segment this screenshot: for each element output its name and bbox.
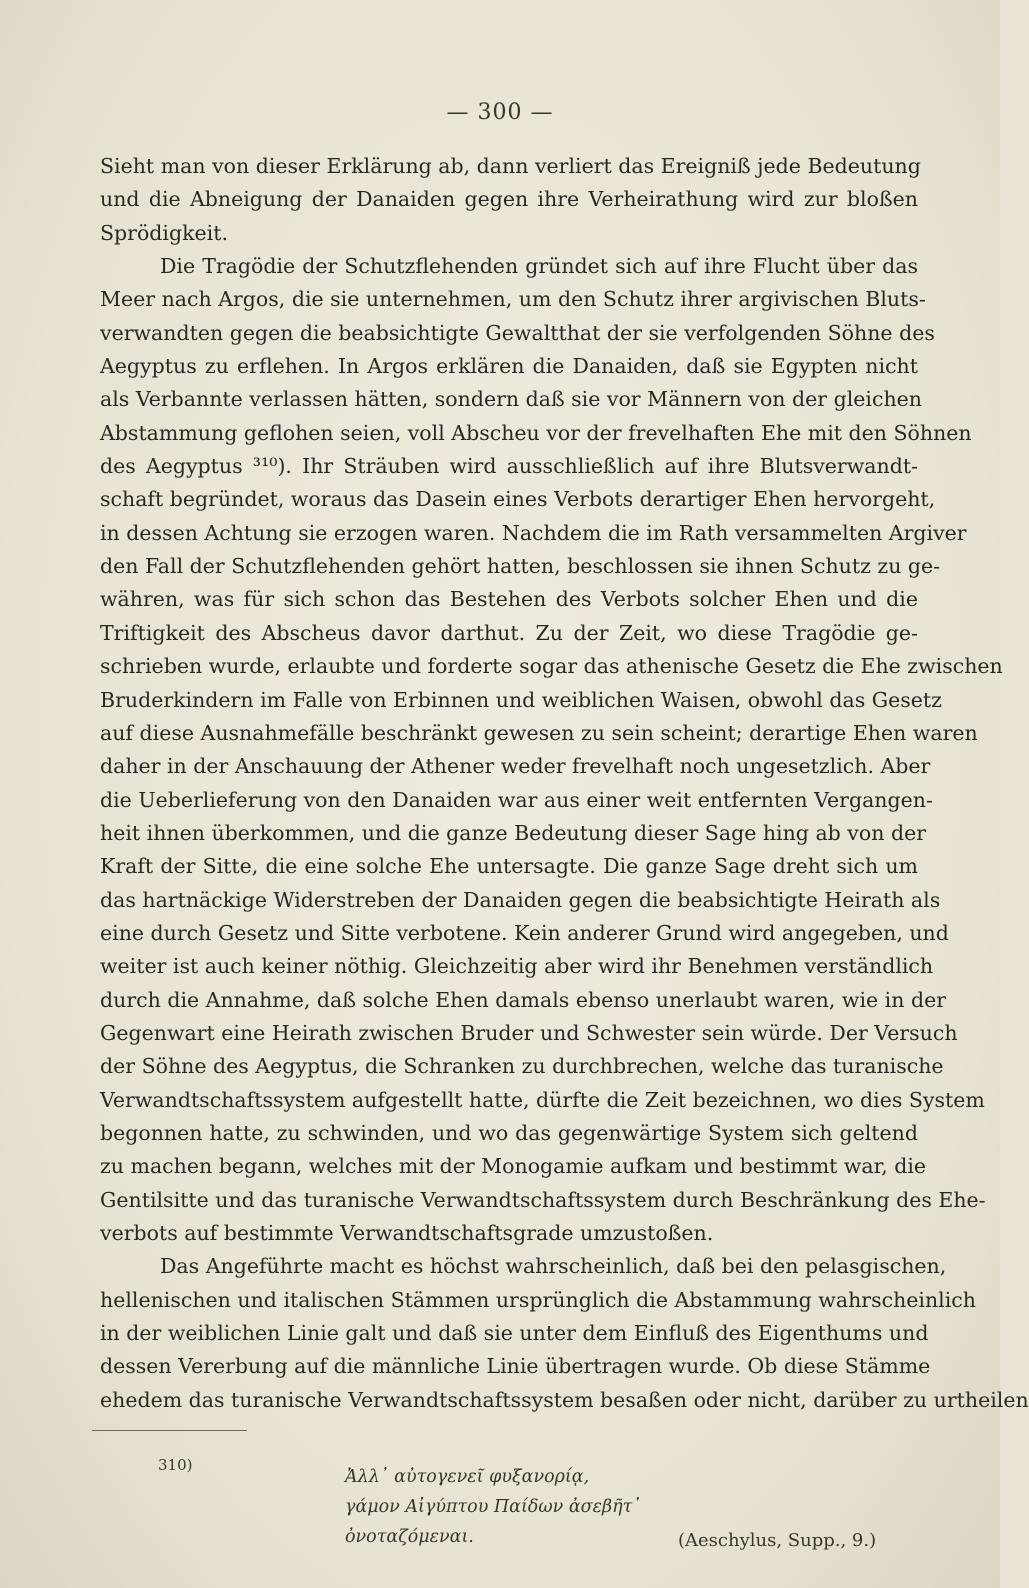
paragraph-2 bbox=[100, 250, 1003, 1250]
text-line: Gentilsitte und das turanische Verwandtschaftssystem durch Beschränkung des Ehe- bbox=[100, 1187, 986, 1212]
text-line: verwandten gegen die beabsichtigte Gewaltthat der sie verfolgenden Söhne des bbox=[100, 320, 935, 345]
page-number: — 300 — bbox=[446, 100, 554, 125]
body-text bbox=[100, 150, 1029, 1417]
text-line: ehedem das turanische Verwandtschaftssystem besaßen oder nicht, darüber zu urtheilen bbox=[100, 1387, 1029, 1412]
footnote-source: (Aeschylus, Supp., 9.) bbox=[678, 1530, 877, 1551]
text-line: Kraft der Sitte, die eine solche Ehe untersagte. Die ganze Sage dreht sich um bbox=[100, 854, 918, 879]
text-line: Gegenwart eine Heirath zwischen Bruder und Schwester sein würde. Der Versuch bbox=[100, 1020, 958, 1045]
text-line: Verwandtschaftssystem aufgestellt hatte, dürfte die Zeit bezeichnen, wo dies System bbox=[100, 1087, 985, 1112]
text-line: Sprödigkeit. bbox=[100, 220, 228, 245]
text-line: dessen Vererbung auf die männliche Linie übertragen wurde. Ob diese Stämme bbox=[100, 1354, 931, 1379]
text-line: heit ihnen überkommen, und die ganze Bedeutung dieser Sage hing ab von der bbox=[100, 820, 927, 845]
text-line: eine durch Gesetz und Sitte verbotene. Kein anderer Grund wird angegeben, und bbox=[100, 920, 949, 945]
text-line: schaft begründet, woraus das Dasein eines Verbots derartiger Ehen hervorgeht, bbox=[100, 487, 936, 512]
text-line: verbots auf bestimmte Verwandtschaftsgrade umzustoßen. bbox=[100, 1221, 714, 1245]
text-line: des Aegyptus ³¹⁰). Ihr Sträuben wird ausschließlich auf ihre Blutsverwandt- bbox=[100, 454, 918, 479]
text-line: der Söhne des Aegyptus, die Schranken zu durchbrechen, welche das turanische bbox=[100, 1054, 944, 1079]
greek-line: ὀνοταζόμεναι. bbox=[345, 1527, 474, 1547]
text-line: begonnen hatte, zu schwinden, und wo das gegenwärtige System sich geltend bbox=[100, 1120, 918, 1145]
paragraph-3 bbox=[100, 1250, 1029, 1417]
text-line: zu machen begann, welches mit der Monogamie aufkam und bestimmt war, die bbox=[100, 1154, 927, 1179]
text-line: durch die Annahme, daß solche Ehen damals ebenso unerlaubt waren, wie in der bbox=[100, 987, 946, 1012]
text-line: Das Angeführte macht es höchst wahrscheinlich, daß bei den pelasgischen, bbox=[160, 1254, 947, 1279]
footnote-marker: 310) bbox=[158, 1456, 193, 1474]
text-line: in der weiblichen Linie galt und daß sie unter dem Einfluß des Eigenthums und bbox=[100, 1321, 929, 1346]
greek-line: γάμον Αἰγύπτου Παίδων ἀσεβῆτ᾽ bbox=[345, 1497, 642, 1517]
text-line: Abstammung geflohen seien, voll Abscheu vor der frevelhaften Ehe mit den Söhnen bbox=[100, 420, 972, 445]
text-line: währen, was für sich schon das Bestehen des Verbots solcher Ehen und die bbox=[100, 587, 918, 612]
text-line: daher in der Anschauung der Athener weder frevelhaft noch ungesetzlich. Aber bbox=[100, 754, 931, 779]
text-line: als Verbannte verlassen hätten, sondern daß sie vor Männern von der gleichen bbox=[100, 387, 922, 412]
text-line: den Fall der Schutzflehenden gehört hatten, beschlossen sie ihnen Schutz zu ge- bbox=[100, 554, 941, 579]
text-line: und die Abneigung der Danaiden gegen ihre Verheirathung wird zur bloßen bbox=[100, 187, 918, 212]
text-line: Triftigkeit des Abscheus davor darthut. Zu der Zeit, wo diese Tragödie ge- bbox=[100, 620, 918, 645]
text-line: die Ueberlieferung von den Danaiden war aus einer weit entfernten Vergangen- bbox=[100, 787, 933, 812]
text-line: weiter ist auch keiner nöthig. Gleichzeitig aber wird ihr Benehmen verständlich bbox=[100, 954, 934, 979]
text-line: Die Tragödie der Schutzflehenden gründet sich auf ihre Flucht über das bbox=[160, 254, 918, 279]
text-line: hellenischen und italischen Stämmen ursprünglich die Abstammung wahrscheinlich bbox=[100, 1287, 976, 1312]
text-line: in dessen Achtung sie erzogen waren. Nachdem die im Rath versammelten Argiver bbox=[100, 520, 967, 545]
text-line: auf diese Ausnahmefälle beschränkt gewesen zu sein scheint; derartige Ehen waren bbox=[100, 720, 978, 745]
text-line: schrieben wurde, erlaubte und forderte sogar das athenische Gesetz die Ehe zwischen bbox=[100, 654, 1003, 679]
text-line: Aegyptus zu erflehen. In Argos erklären die Danaiden, daß sie Egypten nicht bbox=[100, 354, 918, 379]
footnote-divider bbox=[92, 1430, 247, 1431]
paragraph-1 bbox=[100, 150, 921, 250]
text-line: Meer nach Argos, die sie unternehmen, um den Schutz ihrer argivischen Bluts- bbox=[100, 287, 926, 312]
text-line: Sieht man von dieser Erklärung ab, dann verliert das Ereigniß jede Bedeutung bbox=[100, 154, 921, 178]
text-line: das hartnäckige Widerstreben der Danaiden gegen die beabsichtigte Heirath als bbox=[100, 887, 941, 912]
greek-line: Ἀλλ᾽ αὐτογενεῖ φυξανορίᾳ, bbox=[345, 1467, 590, 1487]
text-line: Bruderkindern im Falle von Erbinnen und weiblichen Waisen, obwohl das Gesetz bbox=[100, 687, 942, 712]
